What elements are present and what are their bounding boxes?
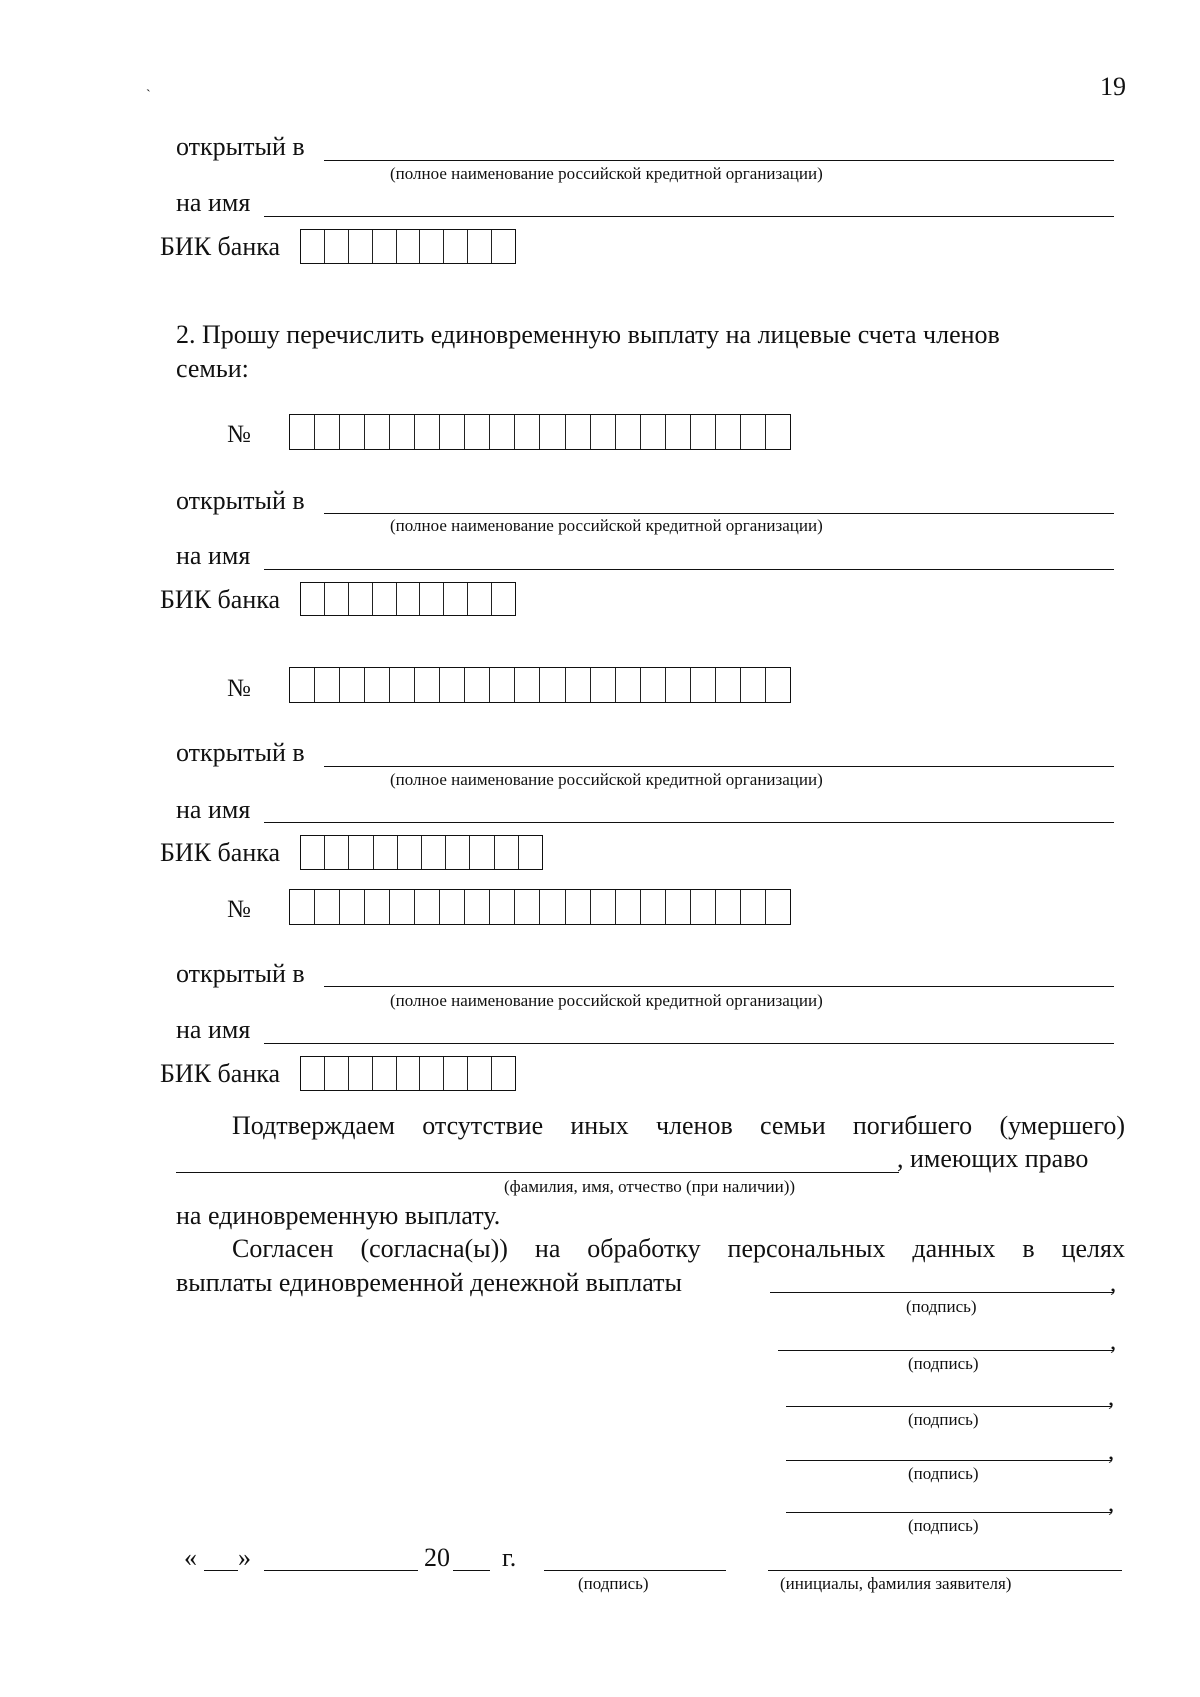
bik-boxes[interactable] (300, 1056, 516, 1091)
bank-name-line[interactable] (324, 766, 1114, 767)
holder-name-line[interactable] (264, 1043, 1114, 1044)
date-close-quote: » (238, 1543, 251, 1572)
holder-name-line[interactable] (264, 822, 1114, 823)
signature-line[interactable] (770, 1292, 1114, 1293)
date-year-prefix: 20 (424, 1543, 450, 1572)
holder-name-line[interactable] (264, 216, 1114, 217)
opened-in-label: открытый в (176, 486, 305, 515)
bik-label: БИК банка (160, 585, 281, 614)
signature-line[interactable] (786, 1512, 1112, 1513)
opened-in-label: открытый в (176, 132, 305, 161)
bank-name-line[interactable] (324, 513, 1114, 514)
in-name-label: на имя (176, 541, 251, 570)
bik-label: БИК банка (160, 838, 281, 867)
signature-comma: , (1110, 1328, 1117, 1355)
signature-line[interactable] (786, 1406, 1112, 1407)
item2-text-line1: 2. Прошу перечислить единовременную выплату на лицевые счета членов (176, 320, 1000, 349)
date-day-line[interactable] (204, 1570, 238, 1571)
applicant-signature-line[interactable] (544, 1570, 726, 1571)
bik-label: БИК банка (160, 1059, 281, 1088)
in-name-label: на имя (176, 795, 251, 824)
item2-text-line2: семьи: (176, 354, 249, 383)
account-number-label: № (227, 675, 251, 702)
signature-comma: , (1108, 1438, 1115, 1465)
in-name-label: на имя (176, 1015, 251, 1044)
date-year-suffix: г. (502, 1543, 517, 1572)
confirm-text-line3: на единовременную выплату. (176, 1201, 501, 1230)
opened-in-label: открытый в (176, 959, 305, 988)
signature-caption: (подпись) (908, 1410, 979, 1429)
account-number-boxes[interactable] (289, 414, 791, 450)
bik-boxes[interactable] (300, 229, 516, 264)
bank-name-caption: (полное наименование российской кредитной организации) (390, 516, 823, 535)
bik-boxes[interactable] (300, 582, 516, 616)
bik-label: БИК банка (160, 232, 281, 261)
signature-line[interactable] (786, 1460, 1112, 1461)
account-number-label: № (227, 896, 251, 923)
confirm-suffix: , имеющих право (897, 1144, 1089, 1173)
deceased-name-line[interactable] (176, 1172, 899, 1173)
bank-name-caption: (полное наименование российской кредитной организации) (390, 164, 823, 183)
date-month-line[interactable] (264, 1570, 418, 1571)
holder-name-line[interactable] (264, 569, 1114, 570)
signature-caption: (подпись) (908, 1464, 979, 1483)
applicant-name-line[interactable] (768, 1570, 1122, 1571)
date-year-line[interactable] (453, 1570, 490, 1571)
account-number-boxes[interactable] (289, 667, 791, 703)
applicant-signature-caption: (подпись) (578, 1574, 649, 1593)
applicant-name-caption: (инициалы, фамилия заявителя) (780, 1574, 1012, 1593)
scan-mark: ` (146, 88, 151, 103)
signature-comma: , (1110, 1270, 1117, 1297)
consent-text-line2: выплаты единовременной денежной выплаты (176, 1268, 682, 1297)
bik-boxes[interactable] (300, 835, 543, 870)
consent-text-line1: Согласен (согласна(ы)) на обработку персональных данных в целях (232, 1234, 1125, 1263)
signature-caption: (подпись) (908, 1516, 979, 1535)
signature-caption: (подпись) (906, 1297, 977, 1316)
date-open-quote: « (184, 1543, 197, 1572)
signature-comma: , (1108, 1384, 1115, 1411)
account-number-label: № (227, 421, 251, 448)
page-number: 19 (1100, 72, 1126, 101)
signature-line[interactable] (778, 1350, 1114, 1351)
bank-name-line[interactable] (324, 160, 1114, 161)
account-number-boxes[interactable] (289, 889, 791, 925)
bank-name-caption: (полное наименование российской кредитной организации) (390, 770, 823, 789)
bank-name-line[interactable] (324, 986, 1114, 987)
in-name-label: на имя (176, 188, 251, 217)
signature-comma: , (1108, 1490, 1115, 1517)
signature-caption: (подпись) (908, 1354, 979, 1373)
opened-in-label: открытый в (176, 738, 305, 767)
confirm-text-line1: Подтверждаем отсутствие иных членов семьи погибшего (умершего) (232, 1111, 1125, 1140)
bank-name-caption: (полное наименование российской кредитной организации) (390, 991, 823, 1010)
deceased-name-caption: (фамилия, имя, отчество (при наличии)) (504, 1177, 796, 1196)
